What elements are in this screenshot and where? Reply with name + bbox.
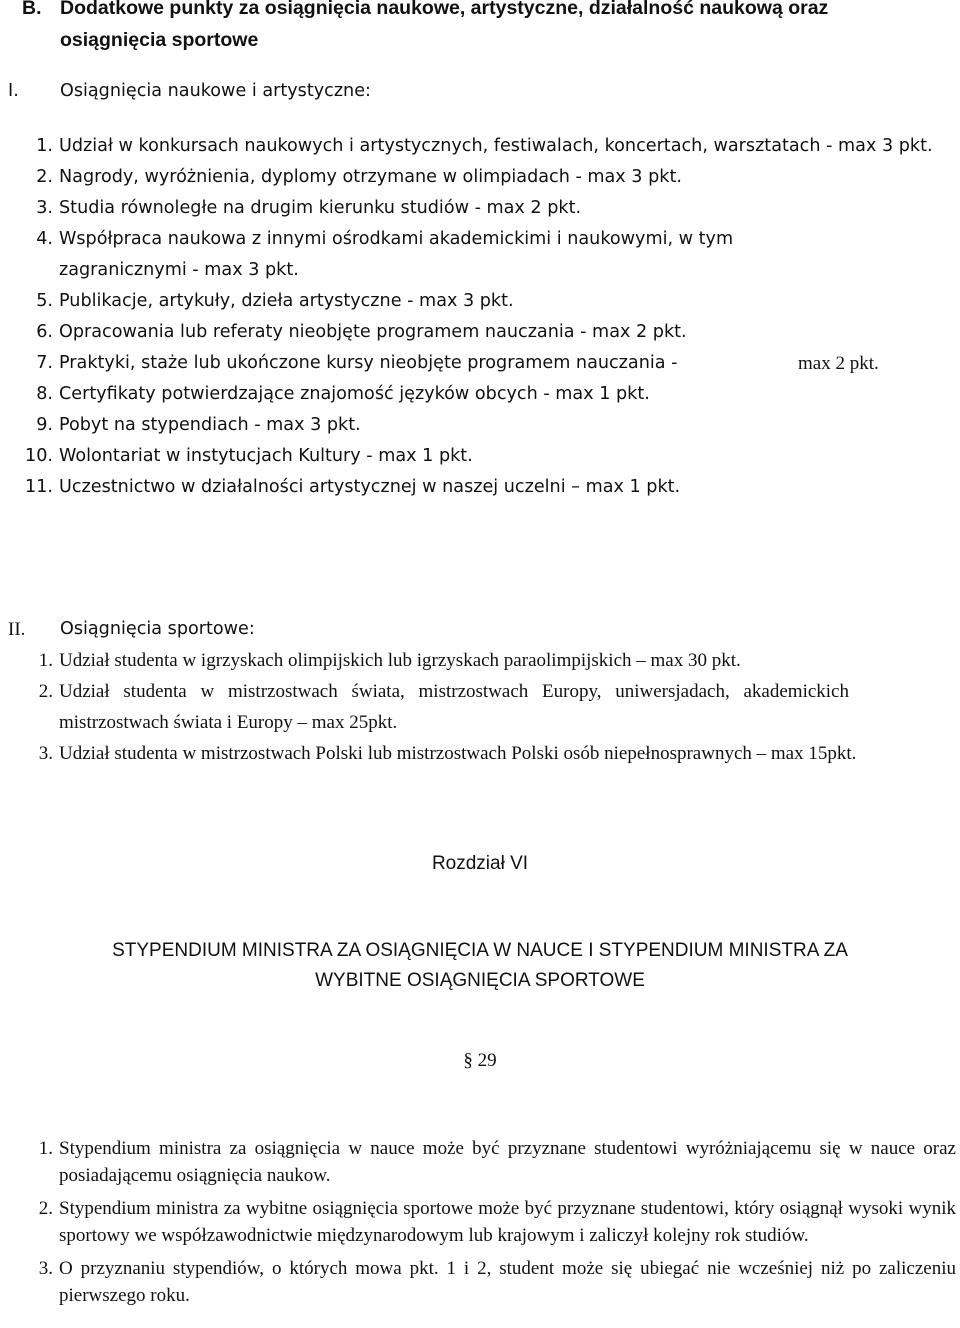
section-title: Dodatkowe punkty za osiągnięcia naukowe, artystyczne, działalność naukową oraz: [60, 0, 829, 19]
chapter-heading-line: STYPENDIUM MINISTRA ZA OSIĄGNIĘCIA W NAUCE I STYPENDIUM MINISTRA ZA: [112, 940, 848, 961]
list-item: 9. Pobyt na stypendiach - max 3 pkt.: [36, 415, 361, 435]
list-item: 8. Certyfikaty potwierdzające znajomość języków obcych - max 1 pkt.: [36, 384, 650, 404]
list-item: 3. O przyznaniu stypendiów, o których mowa pkt. 1 i 2, student może się ubiegać nie wcześniej niż po zaliczeniu pierwszego roku.: [38, 1258, 956, 1306]
list-item: 3. Udział studenta w mistrzostwach Polski lub mistrzostwach Polski osób niepełnosprawnych – max 15pkt.: [38, 743, 857, 764]
list-item: 2. Stypendium ministra za wybitne osiągnięcia sportowe może być przyznane studentowi, który osiągnął wysoki wynik sportowy we współzawodnictwie międzynarodowym lub krajowym i zaliczył kolejny rok studiów.: [38, 1198, 956, 1246]
chapter-list: [8, 1135, 956, 1309]
list-item: 5. Publikacje, artykuły, dzieła artystyczne - max 3 pkt.: [36, 291, 514, 311]
chapter-title: Rozdział VI: [431, 853, 529, 874]
list-item: 4. Współpraca naukowa z innymi ośrodkami akademickimi i naukowymi, w tym zagranicznymi - max 3 pkt.: [36, 229, 734, 280]
section-b-heading: [22, 0, 947, 56]
list-item: 1. Udział studenta w igrzyskach olimpijskich lub igrzyskach paraolimpijskich – max 30 pkt.: [38, 650, 741, 671]
part2: [8, 614, 948, 769]
list-item: 2. Udział studenta w mistrzostwach świata, mistrzostwach Europy, uniwersjadach, akademickich mistrzostwach świata i Europy – max 25pkt.: [38, 681, 849, 733]
list-item: 7. Praktyki, staże lub ukończone kursy nieobjęte programem nauczania - max 2 pkt.: [16, 348, 938, 379]
part2-title: Osiągnięcia sportowe:: [60, 619, 255, 639]
paragraph-mark: § 29: [463, 1050, 497, 1071]
list-item: 11. Uczestnictwo w działalności artystycznej w naszej uczelni – max 1 pkt.: [25, 477, 681, 497]
list-item: 10. Wolontariat w instytucjach Kultury - max 1 pkt.: [25, 446, 473, 466]
section-number: B.: [22, 0, 42, 19]
list-item-tail: max 2 pkt.: [798, 353, 879, 374]
list-item: 1. Stypendium ministra za osiągnięcia w nauce może być przyznane studentowi wyróżniającemu się w nauce oraz posiadającemu osiągnięcia naukow.: [38, 1138, 956, 1186]
list-item: 3. Studia równoległe na drugim kierunku studiów - max 2 pkt.: [36, 198, 582, 218]
part1-number: I.: [8, 81, 19, 101]
part2-number: II.: [8, 619, 26, 640]
list-item: 6. Opracowania lub referaty nieobjęte programem nauczania - max 2 pkt.: [36, 322, 687, 342]
chapter-heading-line: WYBITNE OSIĄGNIĘCIA SPORTOWE: [315, 970, 645, 991]
list-item: 1. Udział w konkursach naukowych i artystycznych, festiwalach, koncertach, warsztatach - max 3 pkt.: [36, 136, 933, 156]
chapter-heading: [0, 936, 960, 996]
part1-title: Osiągnięcia naukowe i artystyczne:: [60, 81, 371, 101]
section-title-cont: osiągnięcia sportowe: [60, 29, 259, 51]
part1: [8, 76, 938, 503]
list-item: 2. Nagrody, wyróżnienia, dyplomy otrzymane w olimpiadach - max 3 pkt.: [36, 167, 682, 187]
